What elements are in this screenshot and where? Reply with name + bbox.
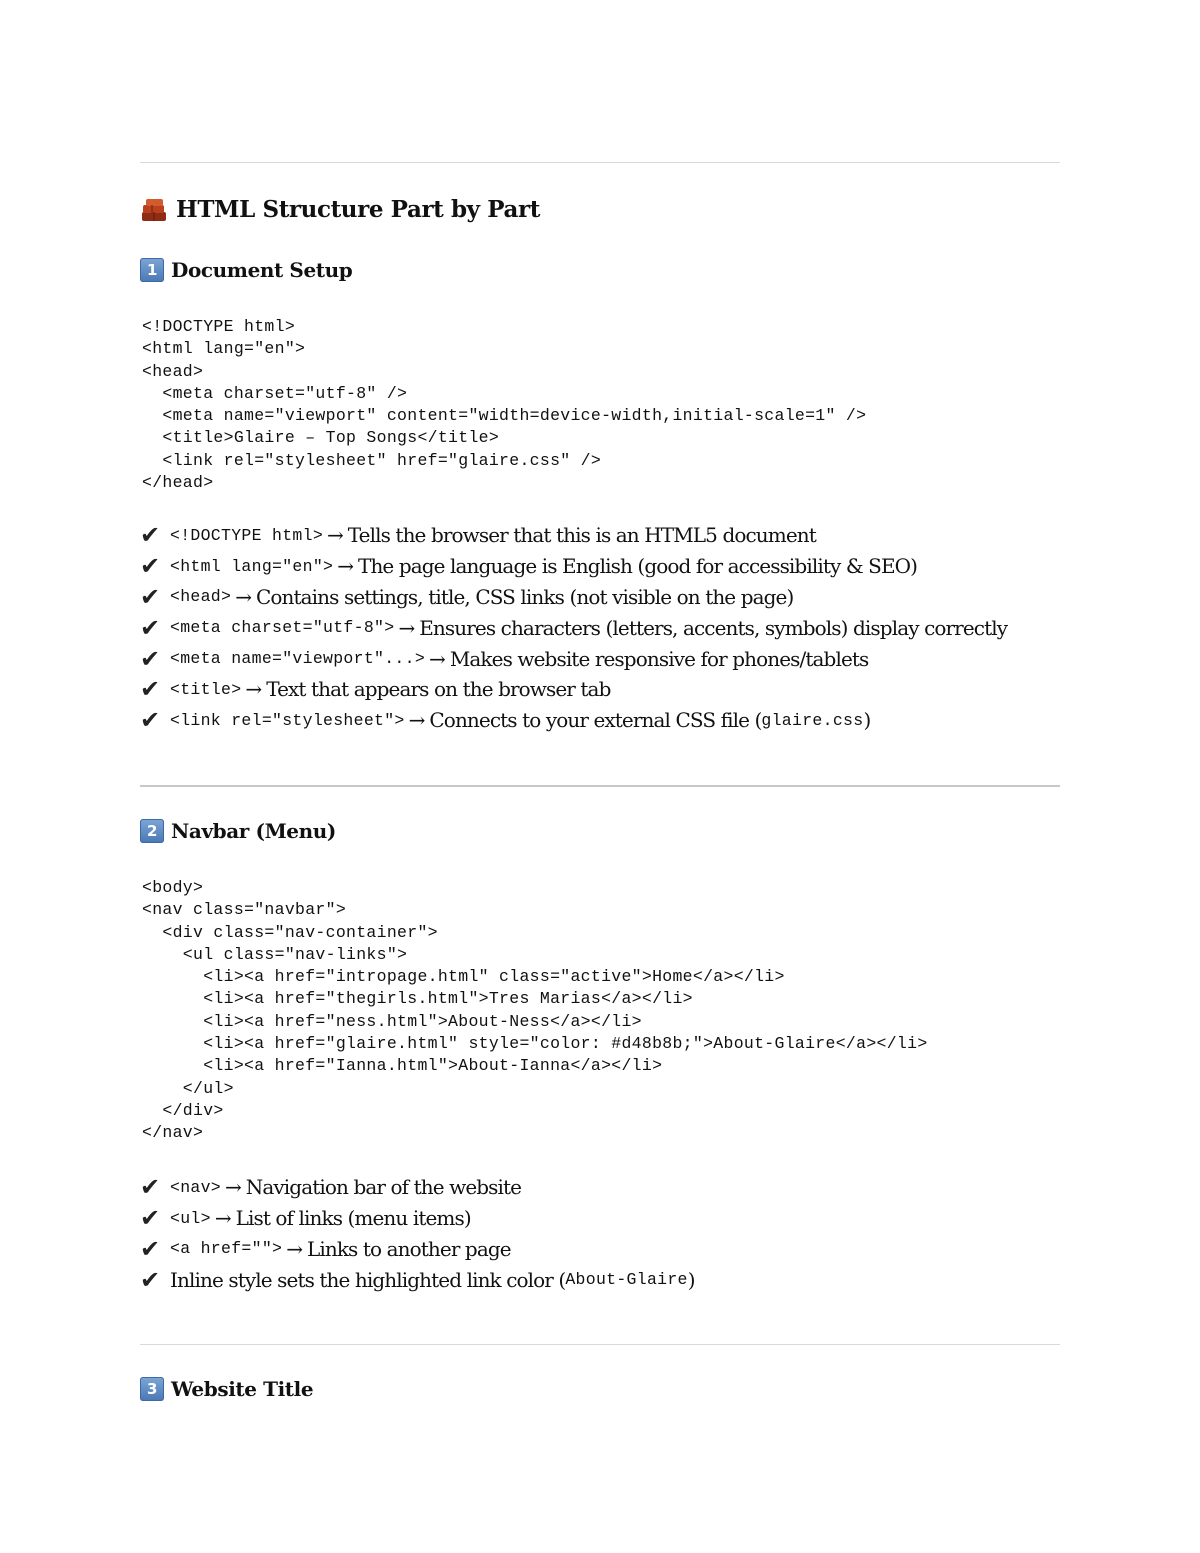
arrow-icon: → xyxy=(214,1206,232,1231)
list-item xyxy=(140,643,1060,674)
list-item xyxy=(140,1234,1060,1265)
arrow-icon: → xyxy=(429,646,446,671)
check-mark-icon: ✔ xyxy=(140,644,160,673)
check-mark-icon: ✔ xyxy=(140,706,160,735)
section-1-checklist xyxy=(140,520,1060,736)
page-title-text: HTML Structure Part by Part xyxy=(176,196,540,223)
list-item xyxy=(140,612,1060,643)
list-item-text: List of links (menu items) xyxy=(235,1206,471,1231)
list-item xyxy=(140,674,1060,705)
inline-code: <link rel="stylesheet"> xyxy=(170,710,405,730)
section-2-checklist xyxy=(140,1172,1060,1295)
arrow-icon: → xyxy=(337,554,354,579)
list-item-text: Contains settings, title, CSS links (not visible on the page) xyxy=(255,584,794,609)
list-item xyxy=(140,582,1060,613)
section-1-code-block: <!DOCTYPE html> <html lang="en"> <head> <meta charset="utf-8" /> <meta name="viewport" content="width=device-width,initial-scale=1" /> <title>Glaire – Top Songs</title> <link rel="stylesheet" href="glaire.css" /> </head> xyxy=(142,317,867,493)
check-mark-icon: ✔ xyxy=(140,521,160,550)
check-mark-icon: ✔ xyxy=(140,552,160,581)
section-3-heading xyxy=(140,1377,313,1401)
keycap-2-icon: 2 xyxy=(140,819,164,843)
list-item-text: Inline style sets the highlighted link color ( xyxy=(170,1267,566,1292)
list-item-text-end: ) xyxy=(863,708,871,733)
list-item-text-end: ) xyxy=(687,1267,695,1292)
list-item xyxy=(140,1203,1060,1234)
inline-code: <a href=""> xyxy=(170,1239,283,1259)
list-item xyxy=(140,520,1060,551)
arrow-icon: → xyxy=(235,584,252,609)
check-mark-icon: ✔ xyxy=(140,582,160,611)
list-item-text: The page language is English (good for accessibility & SEO) xyxy=(358,554,918,579)
list-item xyxy=(140,705,1060,736)
list-item xyxy=(140,1264,1060,1295)
inline-code: <meta name="viewport"...> xyxy=(170,649,426,669)
inline-code: <title> xyxy=(170,679,242,699)
section-1-heading-text: Document Setup xyxy=(171,258,353,282)
list-item-text: Makes website responsive for phones/tablets xyxy=(449,646,869,671)
list-item-text: Ensures characters (letters, accents, symbols) display correctly xyxy=(419,615,1008,640)
inline-code-filename: glaire.css xyxy=(761,710,864,730)
section-2-code-block: <body> <nav class="navbar"> <div class="nav-container"> <ul class="nav-links"> <li><a href="intropage.html" class="active">Home</a></li> <li><a href="thegirls.html">Tres Marias</a></li> <li><a href="ness.html">About-Ness</a></li> <li><a href="glaire.html" style="color: #d48b8b;">About-Glaire</a></li> <li><a href="Ianna.html">About-Ianna</a></li> </ul> </div> </nav> xyxy=(142,878,928,1143)
check-mark-icon: ✔ xyxy=(140,675,160,704)
inline-code: <ul> xyxy=(170,1208,211,1228)
arrow-icon: → xyxy=(245,677,263,702)
section-divider xyxy=(140,785,1060,787)
inline-code: <meta charset="utf-8"> xyxy=(170,618,395,638)
top-divider xyxy=(140,162,1060,163)
check-mark-icon: ✔ xyxy=(140,1265,160,1294)
section-1-heading xyxy=(140,258,352,282)
inline-code: <nav> xyxy=(170,1177,222,1197)
check-mark-icon: ✔ xyxy=(140,1173,160,1202)
list-item-text: Links to another page xyxy=(306,1236,511,1261)
keycap-1-icon: 1 xyxy=(140,258,164,282)
bricks-icon xyxy=(140,197,168,223)
section-2-heading xyxy=(140,819,336,843)
check-mark-icon: ✔ xyxy=(140,1234,160,1263)
section-divider xyxy=(140,1344,1060,1345)
inline-code: <!DOCTYPE html> xyxy=(170,525,324,545)
arrow-icon: → xyxy=(327,523,344,548)
check-mark-icon: ✔ xyxy=(140,1204,160,1233)
list-item-text: Tells the browser that this is an HTML5 document xyxy=(347,523,816,548)
list-item-text: Navigation bar of the website xyxy=(245,1175,522,1200)
check-mark-icon: ✔ xyxy=(140,613,160,642)
page-title xyxy=(140,196,540,223)
list-item xyxy=(140,1172,1060,1203)
keycap-3-icon: 3 xyxy=(140,1377,164,1401)
list-item-text: Text that appears on the browser tab xyxy=(266,677,611,702)
arrow-icon: → xyxy=(408,708,426,733)
arrow-icon: → xyxy=(398,615,416,640)
list-item-text: Connects to your external CSS file ( xyxy=(429,708,762,733)
inline-code: <head> xyxy=(170,587,232,607)
arrow-icon: → xyxy=(286,1236,303,1261)
section-3-heading-text: Website Title xyxy=(171,1377,314,1401)
arrow-icon: → xyxy=(225,1175,242,1200)
section-2-heading-text: Navbar (Menu) xyxy=(171,819,336,843)
inline-code-link-name: About-Glaire xyxy=(565,1270,688,1290)
inline-code: <html lang="en"> xyxy=(170,556,334,576)
list-item xyxy=(140,551,1060,582)
